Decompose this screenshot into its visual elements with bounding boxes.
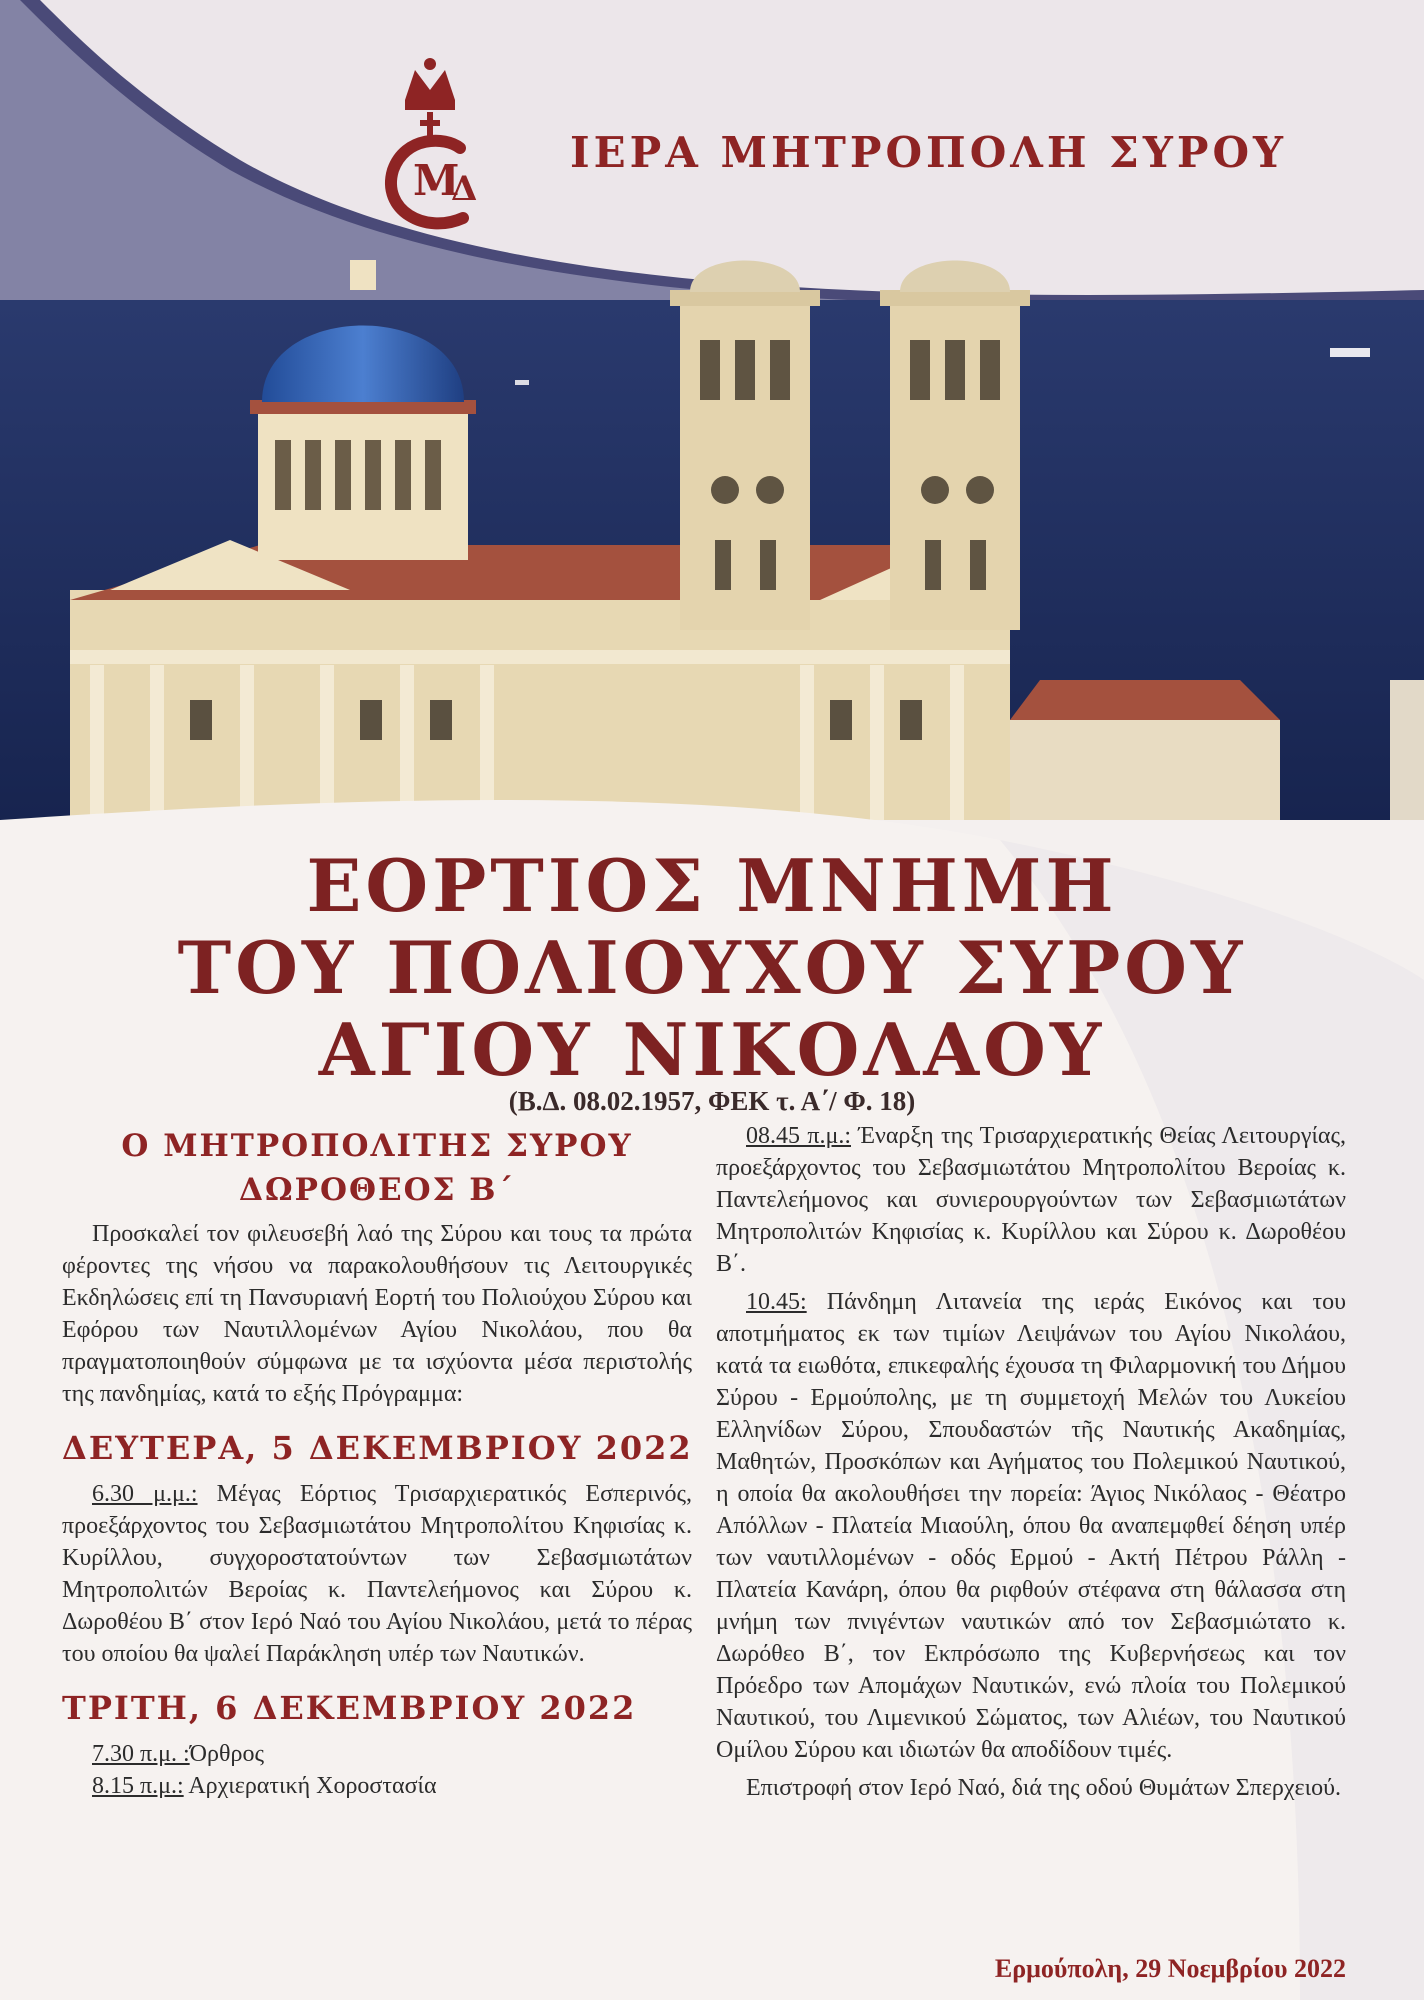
entry-time: 7.30 π.μ. : bbox=[92, 1741, 190, 1767]
crest-icon bbox=[365, 40, 495, 240]
right-column bbox=[716, 1120, 1346, 1804]
entry-text: Μέγας Εόρτιος Τρισαρχιερατικός Εσπερινός, προεξάρχοντος του Σεβασμιωτάτου Μητροπολίτου Κηφισίας κ. Κυρίλλου, συγχοροστατούντων των Σεβασμιωτάτων Μητροπολιτών Βεροίας κ. Παντελεήμονος και Σύρου κ. Δωροθέου Β΄ στον Ιερό Ναό του Αγίου Νικολάου, μετά το πέρας του οποίου θα ψαλεί Παράκληση υπέρ των Ναυτικών. bbox=[62, 1481, 693, 1667]
entry-text: Όρθρος bbox=[189, 1741, 264, 1767]
title-line-3: ΑΓΙΟΥ ΝΙΚΟΛΑΟΥ bbox=[318, 1007, 1106, 1092]
entry-time: 8.15 π.μ.: bbox=[92, 1773, 184, 1799]
svg-text:Μ: Μ bbox=[413, 156, 460, 205]
decree-reference: (Β.Δ. 08.02.1957, ΦΕΚ τ. Α΄/ Φ. 18) bbox=[508, 1086, 916, 1116]
entry-text: Αρχιερατική Χοροστασία bbox=[183, 1773, 437, 1799]
entry-time: 08.45 π.μ.: bbox=[746, 1123, 851, 1149]
metropolitan-title: Ο ΜΗΤΡΟΠΟΛΙΤΗΣ ΣΥΡΟΥ bbox=[121, 1128, 633, 1164]
svg-text:Δ: Δ bbox=[451, 169, 478, 209]
day-heading-tuesday: ΤΡΙΤΗ, 6 ΔΕΚΕΜΒΡΙΟΥ 2022 bbox=[62, 1689, 637, 1727]
entry-text: Πάνδημη Λιτανεία της ιεράς Εικόνος και του αποτμήματος εκ των τιμίων Λειψάνων του Αγίου Νικολάου, κατά τα ειωθότα, επικεφαλής έχουσα τη Φιλαρμονική του Δήμου Σύρου - Ερμούπολης, με τη συμμετοχή Μελών του Λυκείου Ελληνίδων Σύρου, Σπουδαστών τῆς Ναυτικής Ακαδημίας, Μαθητών, Προσκόπων και Αγήματος του Πολεμικού Ναυτικού, η οποία θα ακολουθήσει την πορεία: Άγιος Νικόλαος - Θέατρο Απόλλων - Πλατεία Μιαούλη, όπου θα αναπεμφθεί δέηση υπέρ των ναυτιλλομένων - οδός Ερμού - Ακτή Πέτρου Ράλλη - Πλατεία Κανάρη, όπου θα ριφθούν στέφανα στη θάλασσα στη μνήμη των πνιγέντων ναυτικών από τον Σεβασμιώτατο κ. Δωρόθεο Β΄, τον Εκπρόσωπο της Κυβερνήσεως και τον Πρόεδρο των Απομάχων Ναυτικών, ενώ πλοία του Πολεμικού Ναυτικού, του Λιμενικού Σώματος, των Αλιέων, του Ναυτικού Ομίλου Σύρου και ιδιωτών θα αποδίδουν τιμές. bbox=[716, 1289, 1346, 1763]
metropolitan-name: ΔΩΡΟΘΕΟΣ Β΄ bbox=[238, 1172, 515, 1208]
church-photo bbox=[0, 260, 1424, 820]
entry-time: 6.30 μ.μ.: bbox=[92, 1481, 198, 1507]
entry-text: Έναρξη της Τρισαρχιερατικής Θείας Λειτουργίας, προεξάρχοντος του Σεβασμιωτάτου Μητροπολίτου Βεροίας κ. Παντελεήμονος και συνιερουργούντων των Σεβασμιωτάτων Μητροπολιτών Κηφισίας κ. Κυρίλλου και Σύρου κ. Δωροθέου Β΄. bbox=[716, 1123, 1347, 1277]
tuesday-entry-choir bbox=[62, 1770, 692, 1802]
day-heading-monday: ΔΕΥΤΕΡΑ, 5 ΔΕΚΕΜΒΡΙΟΥ 2022 bbox=[62, 1429, 693, 1467]
left-column bbox=[62, 1124, 692, 1802]
monday-vespers-entry bbox=[62, 1478, 692, 1670]
title-line-1: ΕΟΡΤΙΟΣ ΜΝΗΜΗ bbox=[306, 843, 1118, 928]
invitation-text: Προσκαλεί τον φιλευσεβή λαό της Σύρου και τους τα πρώτα φέροντες της νήσου να παρακολουθήσουν τις Λειτουργικές Εκδηλώσεις επί τη Πανσυριανή Εορτή του Πολιούχου Σύρου και Εφόρου των Ναυτιλλομένων Αγίου Νικολάου, που θα πραγματοποιηθούν σύμφωνα με τα ισχύοντα μέσα περιστολής της πανδημίας, κατά το εξής Πρόγραμμα: bbox=[62, 1221, 692, 1407]
tuesday-entry-liturgy bbox=[716, 1120, 1346, 1280]
tuesday-entry-procession bbox=[716, 1286, 1346, 1766]
title-line-2: ΤΟΥ ΠΟΛΙΟΥΧΟΥ ΣΥΡΟΥ bbox=[177, 925, 1247, 1010]
org-title: ΙΕΡΑ ΜΗΤΡΟΠΟΛΗ ΣΥΡΟΥ bbox=[570, 128, 1288, 177]
return-text: Επιστροφή στον Ιερό Ναό, διά της οδού Θυμάτων Σπερχειού. bbox=[746, 1775, 1341, 1801]
tuesday-entry-orthros bbox=[62, 1738, 692, 1770]
entry-time: 10.45: bbox=[746, 1289, 807, 1315]
date-signoff: Ερμούπολη, 29 Νοεμβρίου 2022 bbox=[994, 1954, 1346, 1983]
